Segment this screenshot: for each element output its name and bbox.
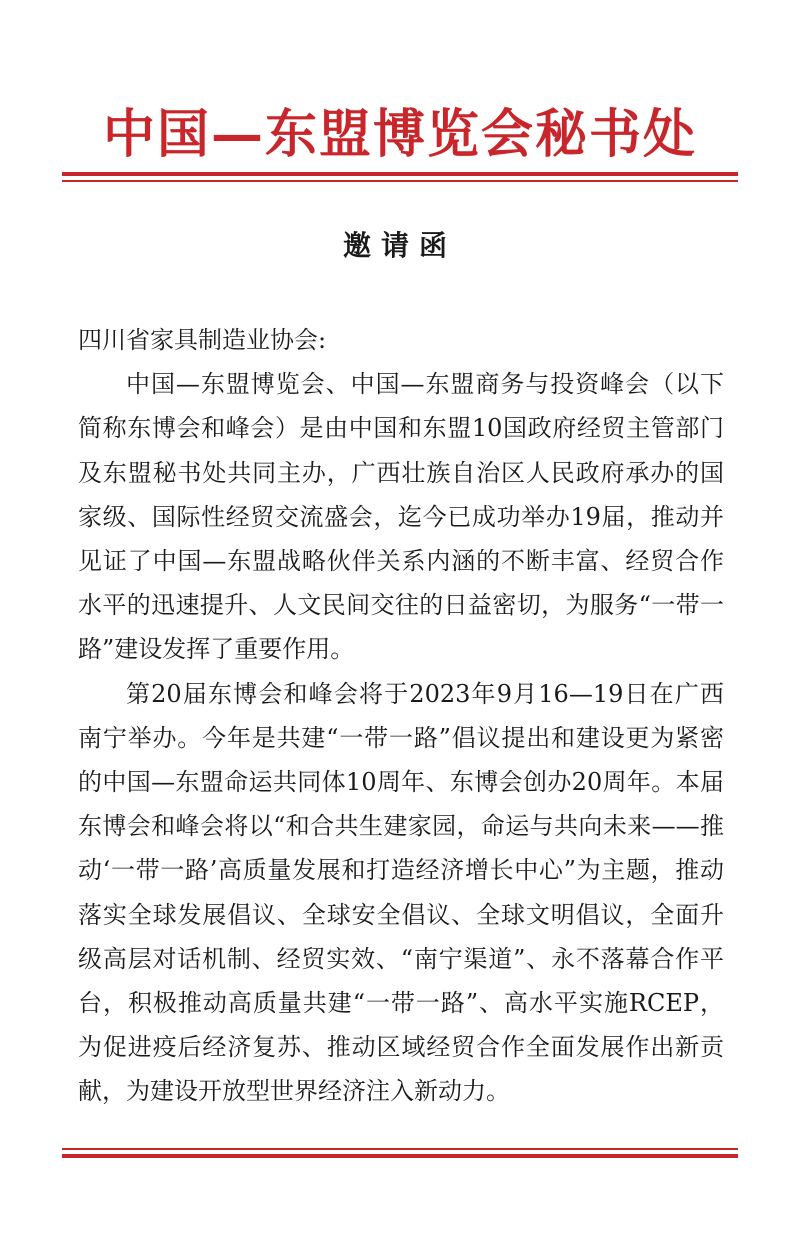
footer-rule-thick (62, 1154, 738, 1158)
document-title: 邀请函 (342, 229, 457, 262)
paragraph-intro: 中国—东盟博览会、中国—东盟商务与投资峰会（以下简称东博会和峰会）是由中国和东盟10国政府经贸主管部门及东盟秘书处共同主办，广西壮族自治区人民政府承办的国家级、国际性经贸交流盛会，迄今已成功举办19届，推动并见证了中国—东盟战略伙伴关系内涵的不断丰富、经贸合作水平的迅速提升、人文民间交往的日益密切，为服务“一带一路”建设发挥了重要作用。 (78, 370, 724, 664)
letterhead-rule-thick (62, 172, 738, 176)
letterhead-rule-thin (62, 180, 738, 182)
salutation: 四川省家具制造业协会: (78, 326, 327, 354)
footer-rule-thin (62, 1148, 738, 1150)
letter-body (78, 318, 724, 1114)
letterhead-org-name: 中国—东盟博览会秘书处 (102, 104, 697, 165)
paragraph-event: 第20届东博会和峰会将于2023年9月16—19日在广西南宁举办。今年是共建“一带一路”倡议提出和建设更为紧密的中国—东盟命运共同体10周年、东博会创办20周年。本届东博会和峰会将以“和合共生建家园，命运与共向未来——推动‘一带一路’高质量发展和打造经济增长中心”为主题，推动落实全球发展倡议、全球安全倡议、全球文明倡议，全面升级高层对话机制、经贸实效、“南宁渠道”、永不落幕合作平台，积极推动高质量共建“一带一路”、高水平实施RCEP，为促进疫后经济复苏、推动区域经贸合作全面发展作出新贡献，为建设开放型世界经济注入新动力。 (78, 679, 724, 1106)
